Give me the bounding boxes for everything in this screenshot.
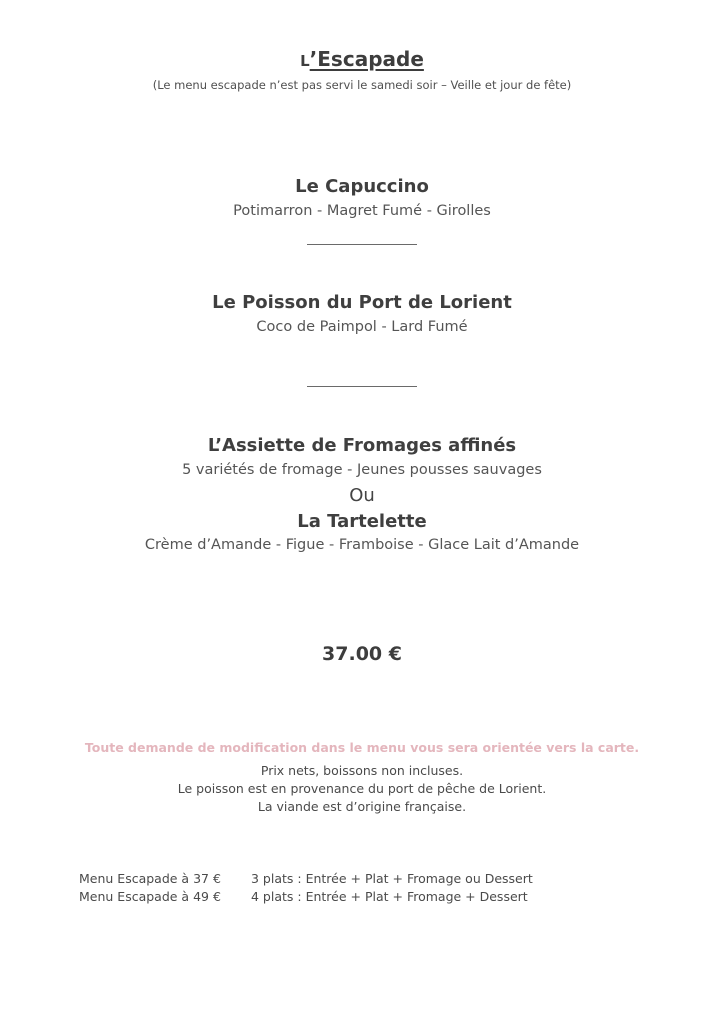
separator-line xyxy=(307,386,417,387)
dish-name: La Tartelette xyxy=(297,511,427,532)
menu-option xyxy=(79,889,528,904)
title-initial: L xyxy=(300,52,310,70)
dish-description: Potimarron - Magret Fumé - Girolles xyxy=(233,203,491,219)
dish-name: Le Poisson du Port de Lorient xyxy=(212,292,512,313)
menu-option-label: Menu Escapade à 37 € xyxy=(79,871,221,886)
footer-note: La viande est d’origine française. xyxy=(257,799,467,814)
menu-option-label: Menu Escapade à 49 € xyxy=(79,889,221,904)
menu-title xyxy=(0,47,724,71)
menu-price: 37.00 € xyxy=(322,643,402,665)
footer-note: Le poisson est en provenance du port de pêche de Lorient. xyxy=(177,781,547,796)
menu-option xyxy=(79,871,533,886)
menu-option-detail: 3 plats : Entrée + Plat + Fromage ou Dessert xyxy=(251,871,533,886)
menu-option-detail: 4 plats : Entrée + Plat + Fromage + Dessert xyxy=(251,889,528,904)
dish-description: 5 variétés de fromage - Jeunes pousses sauvages xyxy=(182,462,542,478)
title-rest: ’Escapade xyxy=(309,47,424,71)
dish-name: Le Capuccino xyxy=(295,176,429,197)
dish-description: Coco de Paimpol - Lard Fumé xyxy=(256,319,468,335)
menu-subtitle: (Le menu escapade n’est pas servi le samedi soir – Veille et jour de fête) xyxy=(152,78,572,92)
or-divider: Ou xyxy=(349,485,375,506)
separator-line xyxy=(307,244,417,245)
footer-note: Prix nets, boissons non incluses. xyxy=(260,763,464,778)
modification-notice: Toute demande de modification dans le menu vous sera orientée vers la carte. xyxy=(84,740,640,755)
dish-name: L’Assiette de Fromages affinés xyxy=(207,435,517,456)
dish-description: Crème d’Amande - Figue - Framboise - Glace Lait d’Amande xyxy=(144,537,580,553)
